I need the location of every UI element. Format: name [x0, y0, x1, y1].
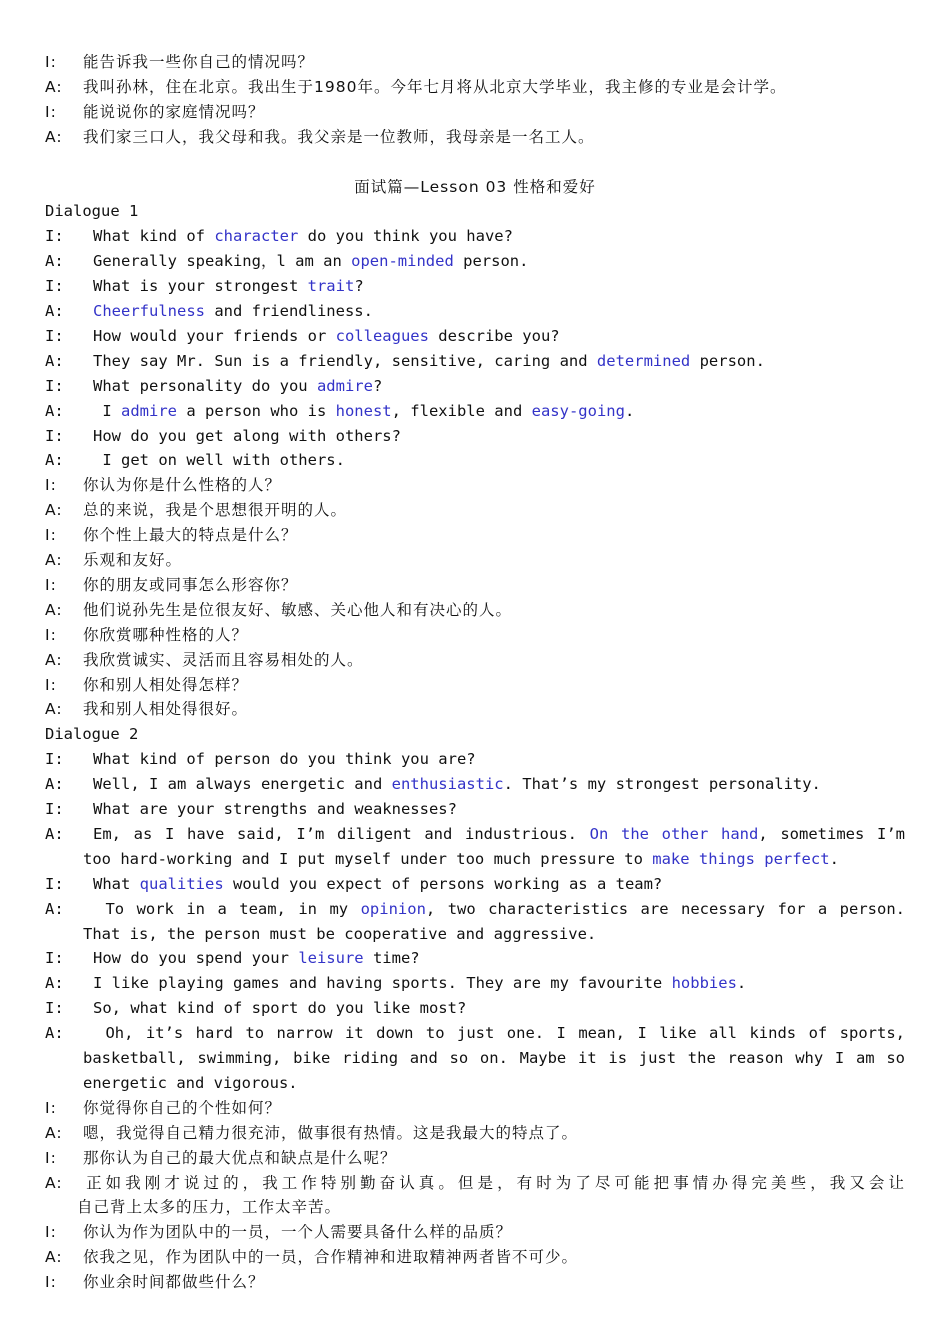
dialogue1-zh-line	[45, 598, 910, 623]
dialogue2-zh-line	[45, 1121, 910, 1146]
vocab-highlight: admire	[121, 401, 177, 420]
line-text: What are your strengths and weaknesses?	[93, 800, 457, 818]
dialogue-heading	[45, 722, 910, 747]
speaker-label: I:	[45, 750, 64, 769]
line-text: How do you get along with others?	[93, 426, 401, 445]
speaker-label: A:	[45, 127, 63, 146]
line-text: 我叫孙林，住在北京。我出生于1980年。今年七月将从北京大学毕业，我主修的专业是会计学。	[83, 77, 787, 96]
line-text: . That’s my strongest personality.	[503, 775, 821, 794]
line-text: I like playing games and having sports. They are my favourite	[93, 974, 672, 993]
line-text: time?	[363, 949, 420, 968]
speaker-label: A:	[45, 824, 64, 843]
line-text: 你的朋友或同事怎么形容你？	[83, 575, 298, 594]
line-text: I get on well with others.	[93, 451, 345, 470]
intro-line	[45, 75, 910, 100]
line-text: ?	[354, 277, 364, 296]
speaker-label: I:	[45, 1223, 57, 1242]
dialogue1-zh-line	[45, 673, 910, 698]
line-text: 乐观和友好。	[83, 551, 183, 569]
speaker-label: A:	[45, 501, 63, 520]
line-text: How do you spend your	[93, 949, 299, 968]
dialogue2-zh-line	[45, 1195, 910, 1220]
speaker-label: I:	[45, 625, 57, 644]
line-text: 我欣赏诚实、灵活而且容易相处的人。	[83, 650, 364, 669]
line-text: 那你认为自己的最大优点和缺点是什么呢？	[83, 1148, 397, 1167]
line-text: 能告诉我一些你自己的情况吗？	[83, 53, 315, 71]
dialogue1-zh-line	[45, 473, 910, 498]
speaker-label: A:	[45, 252, 64, 271]
line-text: would you expect of persons working as a team?	[223, 874, 663, 893]
speaker-label: I:	[45, 102, 57, 121]
line-text: 你业余时间都做些什么？	[83, 1273, 265, 1292]
dialogue2-zh-line	[45, 1245, 910, 1270]
line-text: Em, as I have said, I’m diligent and industrious.	[93, 824, 590, 843]
intro-line	[45, 100, 910, 125]
line-text: , flexible and	[391, 401, 532, 420]
dialogue1-zh-line	[45, 697, 910, 722]
dialogue2-zh-line	[45, 1171, 905, 1196]
speaker-label: I:	[45, 800, 64, 818]
line-text: 自己背上太多的压力，工作太辛苦。	[77, 1198, 342, 1217]
speaker-label: I:	[45, 575, 57, 594]
dialogue2-en-line	[45, 1046, 905, 1071]
vocab-highlight: determined	[596, 351, 691, 370]
line-text: What personality do you	[93, 376, 317, 395]
speaker-label: I:	[45, 874, 64, 893]
speaker-label: I:	[45, 999, 64, 1018]
lesson-title	[0, 175, 950, 200]
speaker-label: A:	[45, 351, 64, 370]
line-text: do you think you have?	[298, 227, 513, 246]
line-text: What kind of person do you think you are?	[93, 750, 476, 769]
line-text: 我们家三口人，我父母和我。我父亲是一位教师，我母亲是一名工人。	[83, 127, 595, 146]
line-text: 总的来说，我是个思想很开明的人。	[83, 501, 348, 520]
vocab-highlight: colleagues	[335, 326, 429, 345]
dialogue2-en-line	[45, 1071, 910, 1096]
speaker-label: I:	[45, 476, 57, 495]
line-text: and friendliness.	[204, 302, 373, 320]
line-text: They say Mr. Sun is a friendly, sensitive, caring and	[93, 351, 597, 370]
line-text: Generally speaking，l am an	[93, 252, 352, 271]
dialogue-1-heading: Dialogue 1	[45, 202, 139, 221]
dialogue1-en-line	[45, 224, 910, 249]
line-text: Oh, it’s hard to narrow it down to just one. I mean, I like all kinds of sports,	[93, 1024, 905, 1043]
lesson-title-text: 面试篇—Lesson 03 性格和爱好	[354, 177, 596, 196]
speaker-label: A:	[45, 650, 63, 669]
speaker-label: A:	[45, 974, 64, 993]
dialogue2-en-line	[45, 1021, 905, 1046]
line-text: energetic and vigorous.	[83, 1073, 298, 1092]
dialogue1-en-line	[45, 249, 910, 274]
dialogue1-en-line	[45, 424, 910, 449]
speaker-label: I:	[45, 526, 57, 545]
vocab-highlight: qualities	[139, 874, 224, 893]
vocab-highlight: leisure	[298, 949, 364, 968]
vocab-highlight: make things perfect	[652, 849, 830, 868]
dialogue2-en-line	[45, 772, 910, 797]
intro-line	[45, 50, 910, 75]
speaker-label: I:	[45, 426, 64, 445]
line-text: 你欣赏哪种性格的人？	[83, 625, 249, 644]
vocab-highlight: easy-going	[531, 401, 625, 420]
line-text: .	[624, 401, 635, 420]
vocab-highlight: character	[214, 227, 299, 246]
line-text: 他们说孙先生是位很友好、敏感、关心他人和有决心的人。	[83, 600, 513, 619]
dialogue2-en-line	[45, 822, 905, 847]
line-text: To work in a team, in my	[93, 899, 361, 918]
speaker-label: I:	[45, 376, 64, 395]
line-text: 你个性上最大的特点是什么？	[83, 526, 298, 545]
line-text: What is your strongest	[93, 277, 308, 296]
vocab-highlight: hobbies	[671, 974, 737, 993]
speaker-label: I:	[45, 53, 57, 71]
line-text: So, what kind of sport do you like most?	[93, 999, 467, 1018]
line-text: 能说说你的家庭情况吗？	[83, 102, 265, 121]
speaker-label: I:	[45, 326, 64, 345]
speaker-label: A:	[45, 1123, 63, 1142]
vocab-highlight: open-minded	[351, 252, 454, 271]
speaker-label: A:	[45, 775, 64, 794]
dialogue1-en-line	[45, 374, 910, 399]
speaker-label: A:	[45, 600, 63, 619]
vocab-highlight: opinion	[360, 899, 426, 918]
speaker-label: A:	[45, 1024, 64, 1043]
line-text: 你认为你是什么性格的人？	[83, 476, 282, 495]
line-text: basketball, swimming, bike riding and so on. Maybe it is just the reason why I am so	[83, 1049, 905, 1067]
line-text: ?	[372, 376, 383, 395]
line-text: , two characteristics are necessary for a person.	[425, 899, 905, 918]
dialogue2-en-line	[45, 797, 910, 822]
dialogue2-en-line	[45, 747, 910, 772]
dialogue1-en-line	[45, 448, 910, 473]
dialogue2-en-line	[45, 996, 910, 1021]
dialogue2-en-line	[45, 971, 910, 996]
speaker-label: I:	[45, 1148, 57, 1167]
intro-line	[45, 125, 910, 150]
line-text: 你和别人相处得怎样？	[83, 675, 249, 694]
dialogue1-en-line	[45, 274, 910, 299]
line-text: .	[829, 849, 839, 868]
line-text: too hard-working and I put myself under too much pressure to	[83, 849, 653, 868]
line-text: person.	[453, 252, 529, 271]
dialogue1-zh-line	[45, 498, 910, 523]
line-text: .	[736, 974, 747, 993]
dialogue1-zh-line	[45, 648, 910, 673]
speaker-label: A:	[45, 551, 63, 569]
line-text: What	[93, 874, 140, 893]
dialogue2-en-line	[45, 872, 910, 897]
dialogue1-zh-line	[45, 573, 910, 598]
speaker-label: I:	[45, 1098, 57, 1117]
speaker-label: I:	[45, 1273, 57, 1292]
line-text: person.	[690, 351, 765, 370]
speaker-label: A:	[45, 451, 64, 470]
dialogue-heading	[45, 199, 910, 224]
line-text: a person who is	[177, 401, 336, 420]
line-text: 你觉得你自己的个性如何？	[83, 1098, 282, 1117]
speaker-label: A:	[45, 899, 64, 918]
vocab-highlight: Cheerfulness	[93, 302, 205, 320]
dialogue1-en-line	[45, 349, 910, 374]
dialogue1-zh-line	[45, 523, 910, 548]
vocab-highlight: honest	[335, 401, 392, 420]
speaker-label: I:	[45, 949, 64, 968]
line-text: Well, I am always energetic and	[93, 775, 392, 794]
line-text: What kind of	[93, 227, 215, 246]
line-text: That is, the person must be cooperative and aggressive.	[83, 924, 597, 943]
dialogue2-zh-line	[45, 1146, 910, 1171]
line-text: , sometimes I’m	[758, 824, 906, 843]
vocab-highlight: On the other hand	[589, 824, 759, 843]
speaker-label: I:	[45, 675, 57, 694]
dialogue1-en-line	[45, 299, 910, 324]
speaker-label: I:	[45, 227, 64, 246]
dialogue1-zh-line	[45, 548, 910, 573]
speaker-label: I:	[45, 277, 64, 296]
dialogue2-zh-line	[45, 1270, 910, 1295]
speaker-label: A:	[45, 1248, 63, 1267]
speaker-label: A:	[45, 302, 64, 320]
vocab-highlight: admire	[316, 376, 373, 395]
dialogue1-en-line	[45, 399, 910, 424]
line-text: 嗯，我觉得自己精力很充沛，做事很有热情。这是我最大的特点了。	[83, 1123, 579, 1142]
speaker-label: A:	[45, 700, 63, 719]
vocab-highlight: enthusiastic	[391, 775, 504, 794]
dialogue2-zh-line	[45, 1096, 910, 1121]
speaker-label: A:	[45, 77, 63, 96]
line-text: describe you?	[428, 326, 560, 345]
vocab-highlight: trait	[307, 277, 355, 296]
dialogue1-en-line	[45, 324, 910, 349]
line-text: How would your friends or	[93, 326, 336, 345]
dialogue2-en-line	[45, 922, 910, 947]
dialogue1-zh-line	[45, 623, 910, 648]
dialogue2-en-line	[45, 946, 910, 971]
dialogue2-en-line	[45, 897, 905, 922]
speaker-label: A:	[45, 401, 64, 420]
dialogue-2-heading: Dialogue 2	[45, 725, 139, 744]
line-text: 正如我刚才说过的，我工作特别勤奋认真。但是，有时为了尽可能把事情办得完美些，我又会让	[83, 1173, 905, 1192]
speaker-label: A:	[45, 1173, 63, 1192]
line-text: I	[93, 401, 121, 420]
line-text: 你认为作为团队中的一员，一个人需要具备什么样的品质？	[83, 1223, 513, 1242]
line-text: 我和别人相处得很好。	[83, 700, 249, 719]
dialogue2-en-line	[45, 847, 910, 872]
dialogue2-zh-line	[45, 1220, 910, 1245]
line-text: 依我之见，作为团队中的一员，合作精神和进取精神两者皆不可少。	[83, 1248, 579, 1267]
